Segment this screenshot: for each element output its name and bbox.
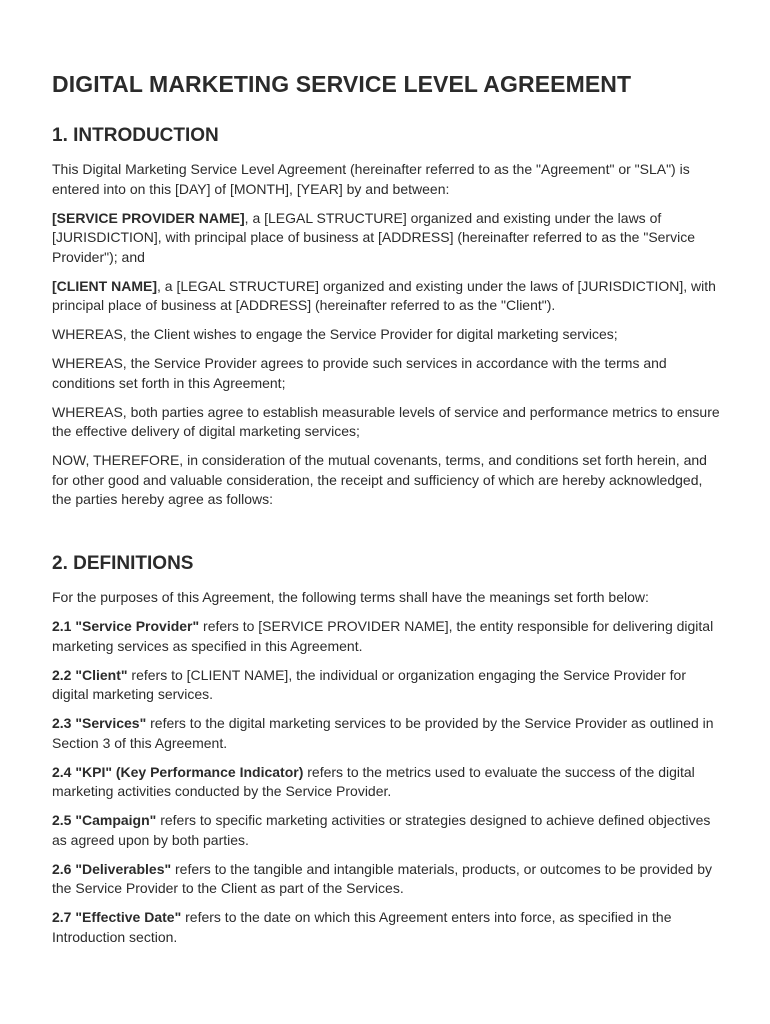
- definition-term: 2.3 "Services": [52, 715, 147, 731]
- definition-text: refers to specific marketing activities or strategies designed to achieve defined objectives as agreed upon by both parties.: [52, 812, 711, 848]
- definition-term: 2.2 "Client": [52, 666, 128, 683]
- whereas-clause-3: WHEREAS, both parties agree to establish measurable levels of service and performance metrics to ensure the effective delivery of digital marketing services;: [52, 403, 720, 439]
- definition-term: 2.5 "Campaign": [52, 812, 157, 828]
- whereas-clause-1: WHEREAS, the Client wishes to engage the Service Provider for digital marketing services;: [52, 326, 618, 342]
- definitions-intro: For the purposes of this Agreement, the following terms shall have the meanings set forth below:: [52, 589, 649, 605]
- definition-term: 2.6 "Deliverables": [52, 860, 172, 877]
- provider-name-placeholder: [SERVICE PROVIDER NAME]: [52, 209, 245, 226]
- definition-term: 2.4 "KPI" (Key Performance Indicator): [52, 763, 304, 780]
- definition-term: 2.1 "Service Provider": [52, 618, 200, 634]
- definitions-section: [52, 588, 722, 957]
- client-party-text: , a [LEGAL STRUCTURE] organized and existing under the laws of [JURISDICTION], with principal place of business at [ADDRESS] (hereinafter referred to as the "Client").: [52, 277, 716, 313]
- definition-text: refers to the metrics used to evaluate the success of the digital marketing activities conducted by the Service Provider.: [52, 763, 695, 799]
- definition-item: [52, 666, 722, 705]
- now-therefore-clause: NOW, THEREFORE, in consideration of the mutual covenants, terms, and conditions set forth herein, and for other good and valuable consideration, the receipt and sufficiency of which are hereby acknowledged, the parties hereby agree as follows:: [52, 452, 707, 507]
- introduction-heading: 1. INTRODUCTION: [52, 125, 219, 146]
- introduction-section: [52, 160, 722, 519]
- provider-party-paragraph: [52, 209, 722, 268]
- intro-paragraph: This Digital Marketing Service Level Agreement (hereinafter referred to as the "Agreement" or "SLA") is entered into on this [DAY] of [MONTH], [YEAR] by and between:: [52, 161, 690, 197]
- definition-text: refers to the tangible and intangible materials, products, or outcomes to be provided by the Service Provider to the Client as part of the Services.: [52, 860, 712, 896]
- definition-term: 2.7 "Effective Date": [52, 909, 182, 925]
- definition-item: [52, 908, 722, 947]
- client-party-paragraph: [52, 277, 722, 316]
- definition-text: refers to [SERVICE PROVIDER NAME], the entity responsible for delivering digital marketing services as specified in this Agreement.: [52, 618, 714, 654]
- definition-item: [52, 811, 722, 850]
- client-name-placeholder: [CLIENT NAME]: [52, 277, 157, 294]
- definition-item: [52, 860, 722, 899]
- definitions-heading: 2. DEFINITIONS: [52, 553, 194, 574]
- whereas-clause-2: WHEREAS, the Service Provider agrees to provide such services in accordance with the terms and conditions set forth in this Agreement;: [52, 355, 667, 391]
- definition-item: [52, 714, 722, 753]
- definition-text: refers to the digital marketing services to be provided by the Service Provider as outlined in Section 3 of this Agreement.: [52, 715, 714, 751]
- provider-party-text: , a [LEGAL STRUCTURE] organized and existing under the laws of [JURISDICTION], with principal place of business at [ADDRESS] (hereinafter referred to as the "Service Provider"); and: [52, 209, 695, 265]
- document-title: DIGITAL MARKETING SERVICE LEVEL AGREEMENT: [52, 71, 632, 97]
- definition-item: [52, 763, 722, 802]
- definition-text: refers to the date on which this Agreement enters into force, as specified in the Introduction section.: [52, 909, 672, 945]
- definition-text: refers to [CLIENT NAME], the individual or organization engaging the Service Provider for digital marketing services.: [52, 666, 686, 702]
- definition-item: [52, 617, 722, 656]
